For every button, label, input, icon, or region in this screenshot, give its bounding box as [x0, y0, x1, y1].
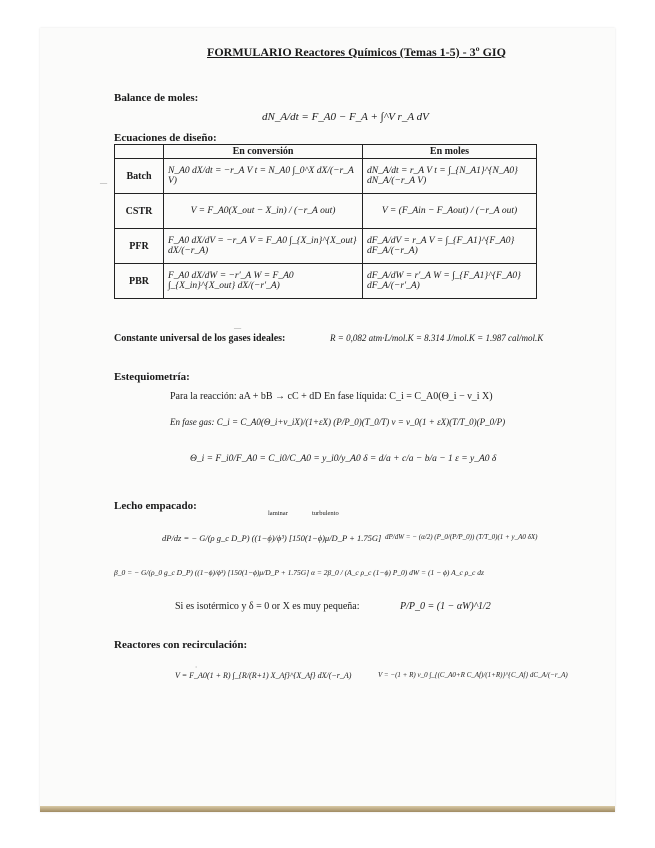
design-equations-table	[114, 144, 537, 299]
gas-constant-value: R = 0,082 atm·L/mol.K = 8.314 J/mol.K = 1.987 cal/mol.K	[330, 333, 544, 343]
turbulent-label: turbulento	[312, 510, 339, 517]
design-equations-heading: Ecuaciones de diseño:	[114, 132, 217, 144]
laminar-label: laminar	[268, 510, 288, 517]
recycle-concentration-equation: V = −(1 + R) v_0 ∫_{(C_A0+R C_Af)/(1+R)}^{C_Af} dC_A/(−r_A)	[378, 671, 568, 679]
recycle-heading: Reactores con recirculación:	[114, 639, 248, 651]
gas-constant-label: Constante universal de los gases ideales:	[114, 333, 286, 344]
batch-moles-eq: dN_A/dt = r_A V t = ∫_{N_A1}^{N_A0} dN_A/(−r_A V)	[363, 159, 537, 194]
pbr-conversion-eq: F_A0 dX/dW = −r′_A W = F_A0 ∫_{X_in}^{X_out} dX/(−r′_A)	[164, 264, 363, 299]
ergun-equation: dP/dz = − G/(ρ g_c D_P) ((1−ϕ)/ϕ³) [150(1−ϕ)μ/D_P + 1.75G]	[162, 533, 382, 543]
page-title: FORMULARIO Reactores Químicos (Temas 1-5) - 3º GIQ	[207, 45, 506, 59]
cstr-conversion-eq: V = F_A0(X_out − X_in) / (−r_A out)	[164, 194, 363, 229]
header-conversion: En conversión	[164, 145, 363, 159]
pressure-drop-w-equation: dP/dW = − (α/2) (P_0/(P/P_0)) (T/T_0)(1 + y_A0 δX)	[385, 533, 538, 541]
table-row	[115, 264, 537, 299]
stoichiometry-gas-line: En fase gas: C_i = C_A0(Θ_i+ν_iX)/(1+εX) (P/P_0)(T_0/T) v = v_0(1 + εX)(T/T_0)(P_0/P)	[170, 417, 506, 427]
mole-balance-heading: Balance de moles:	[114, 92, 199, 104]
isothermal-note: Si es isotérmico y δ = 0 or X es muy pequeña:	[175, 601, 360, 612]
table-row	[115, 159, 537, 194]
row-label-pfr: PFR	[115, 229, 164, 264]
table-row	[115, 229, 537, 264]
paper-edge	[40, 806, 615, 812]
pencil-mark: —	[234, 323, 242, 332]
stoichiometry-liquid-line: Para la reacción: aA + bB → cC + dD En fase líquida: C_i = C_A0(Θ_i − ν_i X)	[170, 391, 493, 402]
cstr-moles-eq: V = (F_Ain − F_Aout) / (−r_A out)	[363, 194, 537, 229]
isothermal-equation: P/P_0 = (1 − αW)^1/2	[400, 601, 491, 612]
table-row	[115, 194, 537, 229]
stoichiometry-heading: Estequiometría:	[114, 371, 190, 383]
pbr-moles-eq: dF_A/dW = r′_A W = ∫_{F_A1}^{F_A0} dF_A/(−r′_A)	[363, 264, 537, 299]
header-moles: En moles	[363, 145, 537, 159]
mole-balance-equation: dN_A/dt = F_A0 − F_A + ∫^V r_A dV	[262, 111, 429, 123]
row-label-cstr: CSTR	[115, 194, 164, 229]
batch-conversion-eq: N_A0 dX/dt = −r_A V t = N_A0 ∫_0^X dX/(−r_A V)	[164, 159, 363, 194]
pfr-conversion-eq: F_A0 dX/dV = −r_A V = F_A0 ∫_{X_in}^{X_out} dX/(−r_A)	[164, 229, 363, 264]
row-label-pbr: PBR	[115, 264, 164, 299]
pfr-moles-eq: dF_A/dV = r_A V = ∫_{F_A1}^{F_A0} dF_A/(−r_A)	[363, 229, 537, 264]
pencil-mark: ·	[195, 663, 197, 672]
table-corner	[115, 145, 164, 159]
recycle-conversion-equation: V = F_A0(1 + R) ∫_{R/(R+1) X_Af}^{X_Af} dX/(−r_A)	[175, 671, 352, 680]
stoichiometry-theta-line: Θ_i = F_i0/F_A0 = C_i0/C_A0 = y_i0/y_A0 δ = d/a + c/a − b/a − 1 ε = y_A0 δ	[190, 454, 497, 464]
beta-alpha-equations: β_0 = − G/(ρ_0 g_c D_P) ((1−ϕ)/ϕ³) [150(1−ϕ)μ/D_P + 1.75G] α = 2β_0 / (A_c ρ_c (1−ϕ) P_0) dW = (1 − ϕ) A_c ρ_c dz	[114, 568, 484, 577]
pencil-mark: —	[100, 178, 108, 187]
packed-bed-heading: Lecho empacado:	[114, 500, 197, 512]
row-label-batch: Batch	[115, 159, 164, 194]
